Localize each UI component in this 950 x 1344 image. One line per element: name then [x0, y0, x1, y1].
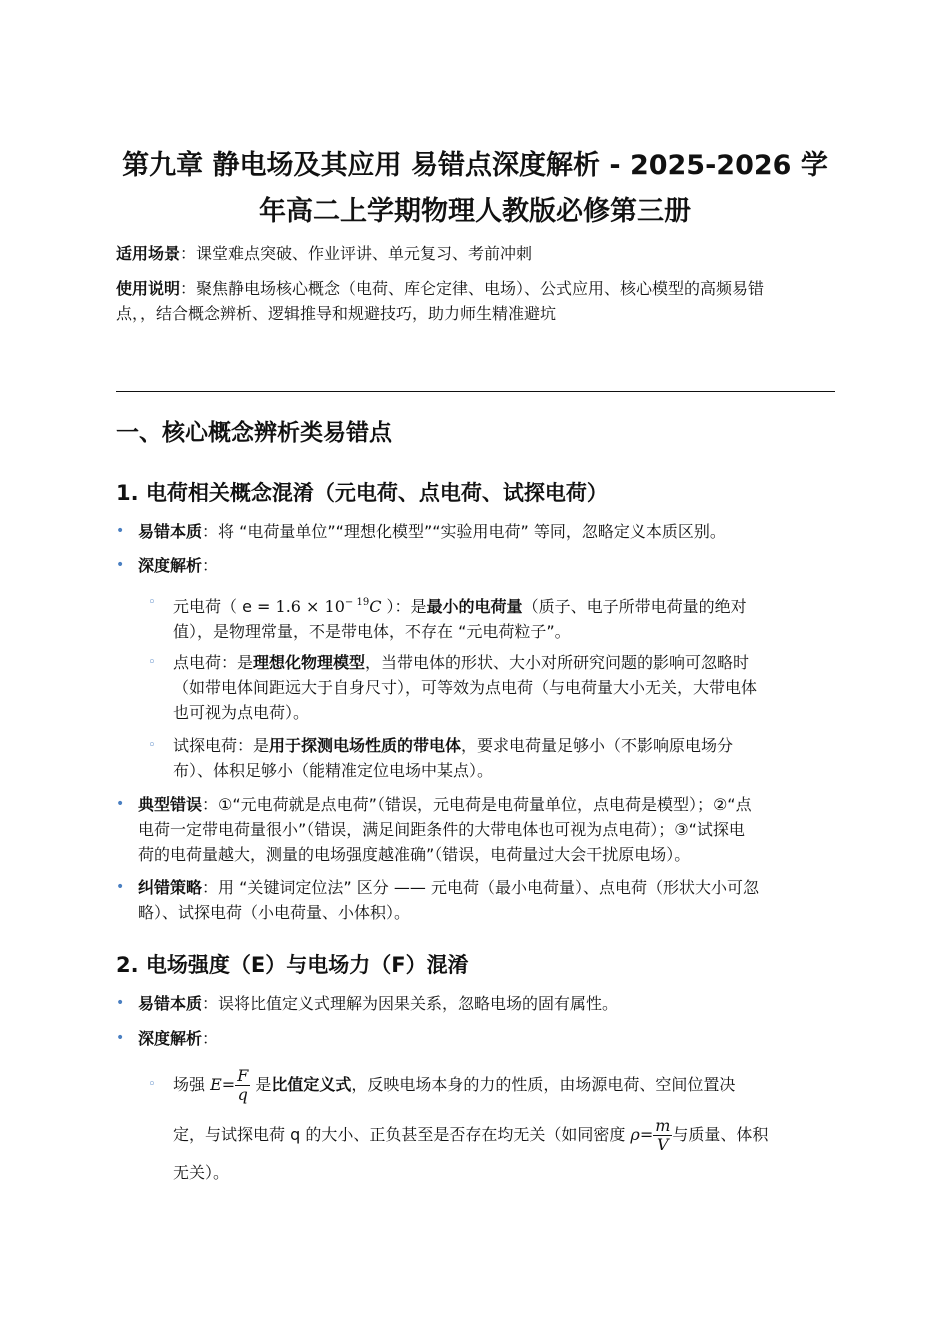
essence2-label: 易错本质: [138, 994, 203, 1013]
density-denominator: V: [657, 1135, 669, 1154]
circle-bullet-icon: ◦: [148, 655, 156, 670]
field-numerator: F: [237, 1066, 249, 1085]
charge-unit: C: [369, 597, 382, 616]
typical-text-3: 荷的电荷量越大，测量的电场强度越准确”（错误，电荷量过大会干扰原电场）。: [138, 845, 691, 864]
item2-post-2: （如带电体间距远大于自身尺寸），可等效为点电荷（与电荷量大小无关，大带电体: [173, 678, 758, 697]
bullet-analysis-1: [116, 553, 836, 578]
bullet-essence-1: [116, 519, 836, 544]
bullet-dot-icon: •: [116, 557, 125, 573]
item1-post-2: 值），是物理常量，不是带电体，不存在 “元电荷粒子”。: [173, 622, 571, 641]
field-eq: =: [221, 1075, 236, 1094]
field-post-1: ，反映电场本身的力的性质，由场源电荷、空间位置决: [351, 1075, 736, 1094]
usage-text-1: ：聚焦静电场核心概念（电荷、库仑定律、电场）、公式应用、核心模型的高频易错: [180, 279, 765, 298]
item1-post-1: （质子、电子所带电荷量的绝对: [522, 597, 747, 616]
item1-pre: 元电荷（ e =: [173, 597, 276, 616]
density-symbol: ρ: [630, 1125, 640, 1144]
field-mid: 是: [250, 1075, 272, 1094]
bullet-fix-strategy: [116, 875, 836, 925]
bullet-dot-icon: •: [116, 523, 125, 539]
title-line-1: 第九章 静电场及其应用 易错点深度解析 - 2025-2026 学: [122, 150, 828, 181]
analysis2-label: 深度解析: [138, 1029, 203, 1048]
item2-post-3: 也可视为点电荷）。: [173, 703, 310, 722]
field-line2-post: 与质量、体积: [672, 1125, 769, 1144]
field-line3: 无关）。: [173, 1163, 230, 1182]
fix-label: 纠错策略: [138, 878, 203, 897]
bullet-dot-icon: •: [116, 1030, 125, 1046]
item1-bold: 最小的电荷量: [426, 597, 523, 616]
item2-post-1: ，当带电体的形状、大小对所研究问题的影响可忽略时: [365, 653, 750, 672]
item3-bold: 用于探测电场性质的带电体: [269, 736, 462, 755]
charge-value: 1.6 × 10: [275, 597, 345, 616]
sub-bullet-test-charge: [148, 733, 836, 783]
typical-text-2: 电荷一定带电荷量很小”（错误，满足间距条件的大带电体也可视为点电荷）；③“试探电: [138, 820, 745, 839]
field-lhs: E: [210, 1075, 222, 1094]
item3-post-2: 布）、体积足够小（能精准定位电场中某点）。: [173, 761, 494, 780]
section-heading-1: 一、核心概念辨析类易错点: [116, 420, 392, 446]
item3-pre: 试探电荷：是: [173, 736, 270, 755]
bullet-analysis-2: [116, 1026, 836, 1051]
essence2-text: ：误将比值定义式理解为因果关系，忽略电场的固有属性。: [202, 994, 619, 1013]
field-pre: 场强: [173, 1075, 211, 1094]
scene-text: ：课堂难点突破、作业评讲、单元复习、考前冲刺: [180, 244, 533, 263]
bullet-dot-icon: •: [116, 879, 125, 895]
field-line2-pre: 定，与试探电荷 q 的大小、正负甚至是否存在均无关（如同密度: [173, 1125, 631, 1144]
sub-bullet-elementary-charge: [148, 590, 836, 644]
sub-bullet-point-charge: [148, 650, 836, 725]
subsection-heading-1: 1. 电荷相关概念混淆（元电荷、点电荷、试探电荷）: [116, 481, 608, 505]
analysis-label: 深度解析: [138, 556, 203, 575]
subsection-heading-2: 2. 电场强度（E）与电场力（F）混淆: [116, 953, 469, 977]
scene-label: 适用场景: [116, 244, 181, 263]
essence-label: 易错本质: [138, 522, 203, 541]
analysis2-colon: ：: [202, 1029, 219, 1048]
field-bold: 比值定义式: [271, 1075, 352, 1094]
typical-text-1: ：①“元电荷就是点电荷”（错误，元电荷是电荷量单位，点电荷是模型）；②“点: [202, 795, 752, 814]
field-denominator: q: [237, 1085, 248, 1104]
item2-pre: 点电荷：是: [173, 653, 254, 672]
sub-bullet-field-strength: ◦ 场强 E= $\frac{F}{q}$ 是比值定义式，反映电场本身的力的性质，由场源电荷、空间位置决 定，与试探电荷 q 的大小、正负甚至是否存在均无关（如同密度 ρ= $\frac{m}{V}$ 与质量、体积 无关）。: [148, 1062, 836, 1188]
analysis-colon: ：: [202, 556, 219, 575]
bullet-essence-2: [116, 991, 836, 1016]
essence-text: ：将 “电荷量单位”“理想化模型”“实验用电荷” 等同，忽略定义本质区别。: [202, 522, 726, 541]
bullet-dot-icon: •: [116, 796, 125, 812]
usage-paragraph: [116, 276, 836, 326]
circle-bullet-icon: ◦: [148, 595, 156, 610]
density-fraction: [653, 1117, 672, 1154]
typical-label: 典型错误: [138, 795, 203, 814]
fix-text-2: 略）、试探电荷（小电荷量、小体积）。: [138, 903, 411, 922]
density-numerator: m: [655, 1116, 671, 1135]
fix-text-1: ：用 “关键词定位法” 区分 —— 元电荷（最小电荷量）、点电荷（形状大小可忽: [202, 878, 759, 897]
title-line-2: 年高二上学期物理人教版必修第三册: [259, 196, 691, 227]
page-title: [100, 143, 850, 235]
item2-bold: 理想化物理模型: [253, 653, 366, 672]
bullet-typical-errors: [116, 792, 836, 867]
circle-bullet-icon: ◦: [148, 738, 156, 753]
item3-post-1: ，要求电荷量足够小（不影响原电场分: [461, 736, 734, 755]
bullet-dot-icon: •: [116, 995, 125, 1011]
item1-mid: ）：是: [381, 597, 427, 616]
usage-label: 使用说明: [116, 279, 181, 298]
usage-text-2: 点，，结合概念辨析、逻辑推导和规避技巧，助力师生精准避坑: [116, 304, 557, 323]
charge-exponent: − 19: [344, 597, 370, 608]
scene-line: [116, 241, 836, 266]
horizontal-divider: [116, 391, 835, 392]
field-fraction: [235, 1067, 250, 1104]
circle-bullet-icon: ◦: [148, 1077, 156, 1092]
